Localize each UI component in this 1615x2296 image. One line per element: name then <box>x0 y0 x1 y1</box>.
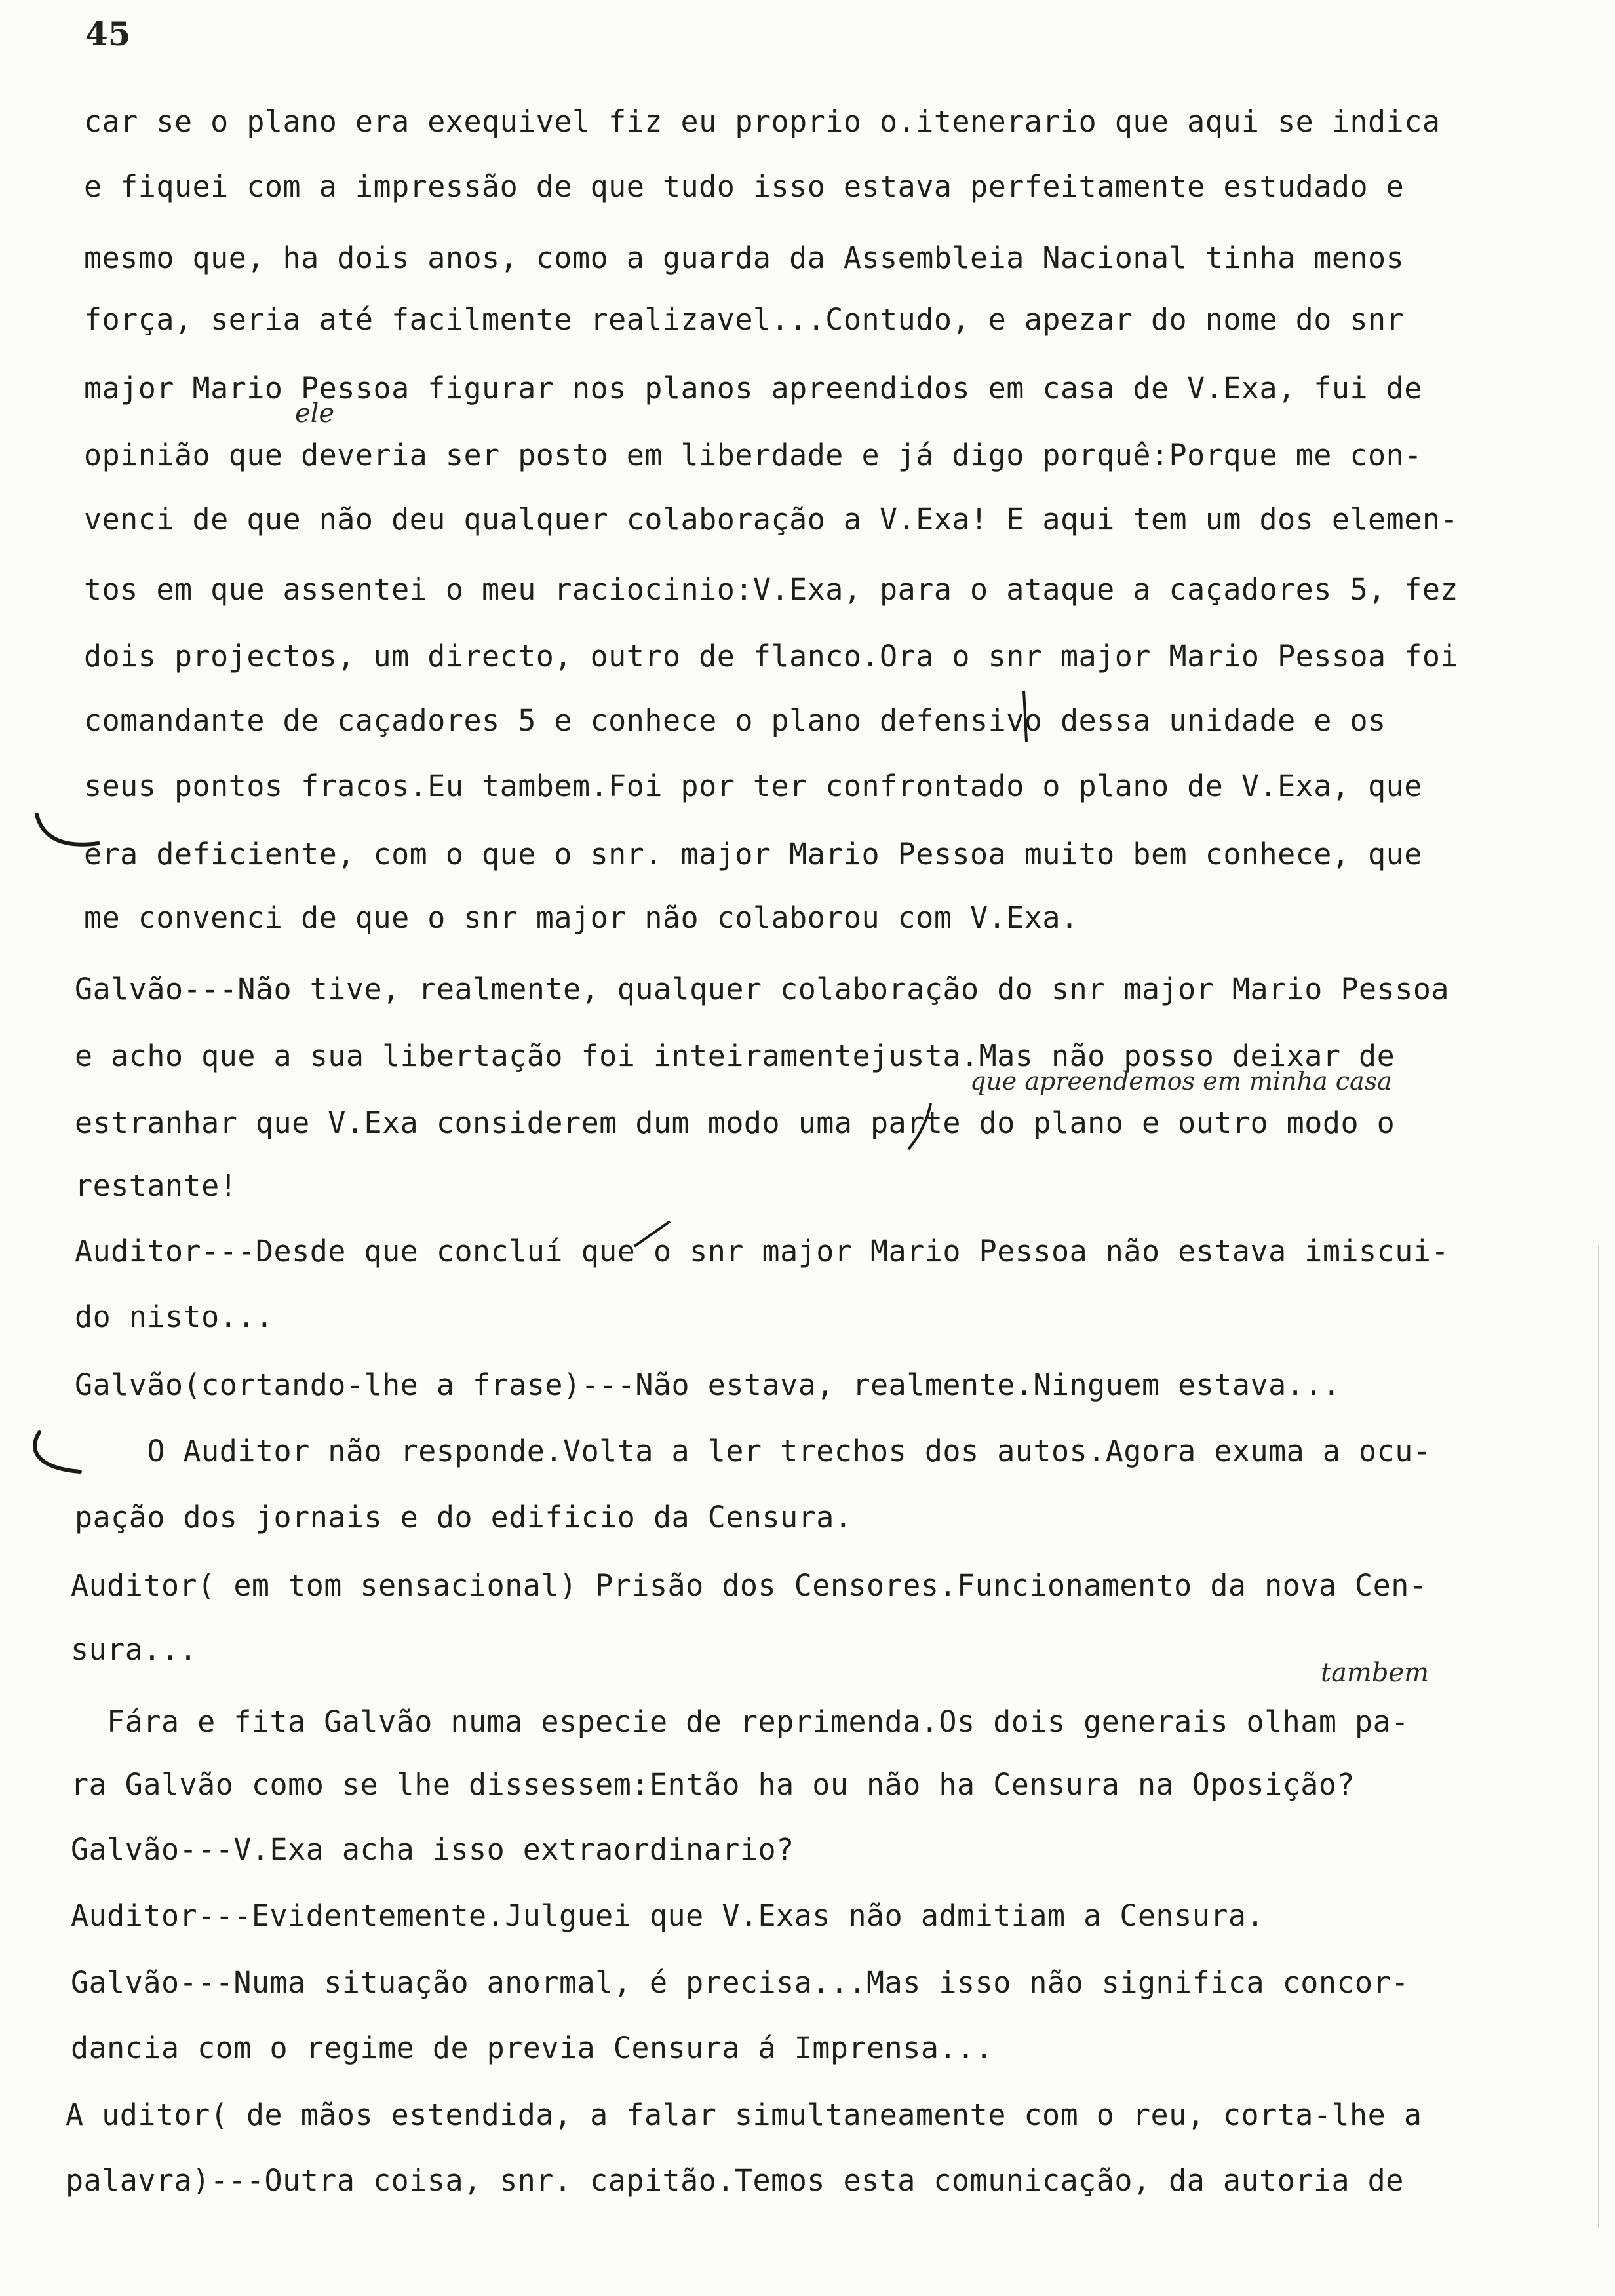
text-line: me convenci de que o snr major não colaborou com V.Exa. <box>84 900 1079 935</box>
handwritten-caret-mark <box>1016 688 1036 747</box>
text-line: comandante de caçadores 5 e conhece o plano defensivo dessa unidade e os <box>84 703 1386 738</box>
page-number: 45 <box>85 14 131 53</box>
text-line: major Mario Pessoa figurar nos planos apreendidos em casa de V.Exa, fui de <box>84 371 1422 406</box>
handwritten-insertion: tambem <box>1321 1658 1430 1688</box>
text-line: palavra)---Outra coisa, snr. capitão.Temos esta comunicação, da autoria de <box>66 2163 1404 2198</box>
margin-bracket-mark <box>25 1428 90 1481</box>
text-line: era deficiente, com o que o snr. major Mario Pessoa muito bem conhece, que <box>84 837 1422 871</box>
text-line: O Auditor não responde.Volta a ler trechos dos autos.Agora exuma a ocu- <box>75 1434 1431 1468</box>
text-line: do nisto... <box>75 1299 274 1334</box>
text-line: estranhar que V.Exa considerem dum modo uma parte do plano e outro modo o <box>75 1105 1395 1140</box>
text-line: pação dos jornais e do edificio da Censura. <box>75 1500 853 1535</box>
text-line: dois projectos, um directo, outro de flanco.Ora o snr major Mario Pessoa foi <box>84 639 1459 674</box>
text-line: Fára e fita Galvão numa especie de reprimenda.Os dois generais olham pa- <box>71 1704 1409 1739</box>
text-line: car se o plano era exequivel fiz eu proprio o.itenerario que aqui se indica <box>84 104 1441 139</box>
text-line: dancia com o regime de previa Censura á Imprensa... <box>71 2031 994 2065</box>
handwritten-insertion: ele <box>295 398 335 429</box>
text-line: Galvão(cortando-lhe a frase)---Não estava, realmente.Ninguem estava... <box>75 1368 1341 1402</box>
text-line: opinião que deveria ser posto em liberdade e já digo porquê:Porque me con- <box>84 438 1422 472</box>
page-edge-line <box>1598 1245 1599 2228</box>
text-line: Galvão---V.Exa acha isso extraordinario? <box>71 1832 794 1867</box>
text-line: força, seria até facilmente realizavel...Contudo, e apezar do nome do snr <box>84 302 1405 337</box>
text-line: sura... <box>71 1632 198 1667</box>
text-line: Galvão---Não tive, realmente, qualquer colaboração do snr major Mario Pessoa <box>75 972 1450 1006</box>
text-line: Auditor---Desde que concluí que o snr major Mario Pessoa não estava imiscui- <box>75 1234 1450 1269</box>
text-line: A uditor( de mãos estendida, a falar simultaneamente com o reu, corta-lhe a <box>66 2097 1422 2132</box>
handwritten-insertion: que apreendemos em minha casa <box>970 1067 1392 1096</box>
text-line: Galvão---Numa situação anormal, é precisa...Mas isso não significa concor- <box>71 1965 1409 2000</box>
handwritten-accent-mark <box>629 1217 675 1250</box>
text-line: seus pontos fracos.Eu tambem.Foi por ter confrontado o plano de V.Exa, que <box>84 769 1422 803</box>
text-line: tos em que assentei o meu raciocinio:V.Exa, para o ataque a caçadores 5, fez <box>84 572 1459 607</box>
text-line: ra Galvão como se lhe dissessem:Então ha ou não ha Censura na Oposição? <box>71 1767 1355 1802</box>
margin-bracket-mark <box>33 809 105 855</box>
text-line: venci de que não deu qualquer colaboração a V.Exa! E aqui tem um dos elemen- <box>84 502 1459 537</box>
text-line: restante! <box>75 1168 238 1203</box>
text-line: mesmo que, ha dois anos, como a guarda da Assembleia Nacional tinha menos <box>84 240 1405 275</box>
text-line: e fiquei com a impressão de que tudo isso estava perfeitamente estudado e <box>84 169 1405 204</box>
text-line: e acho que a sua libertação foi inteiramentejusta.Mas não posso deixar de <box>75 1039 1395 1073</box>
text-line: Auditor---Evidentemente.Julguei que V.Exas não admitiam a Censura. <box>71 1898 1265 1933</box>
text-line: Auditor( em tom sensacional) Prisão dos Censores.Funcionamento da nova Cen- <box>71 1568 1428 1603</box>
handwritten-caret-mark <box>905 1101 944 1153</box>
